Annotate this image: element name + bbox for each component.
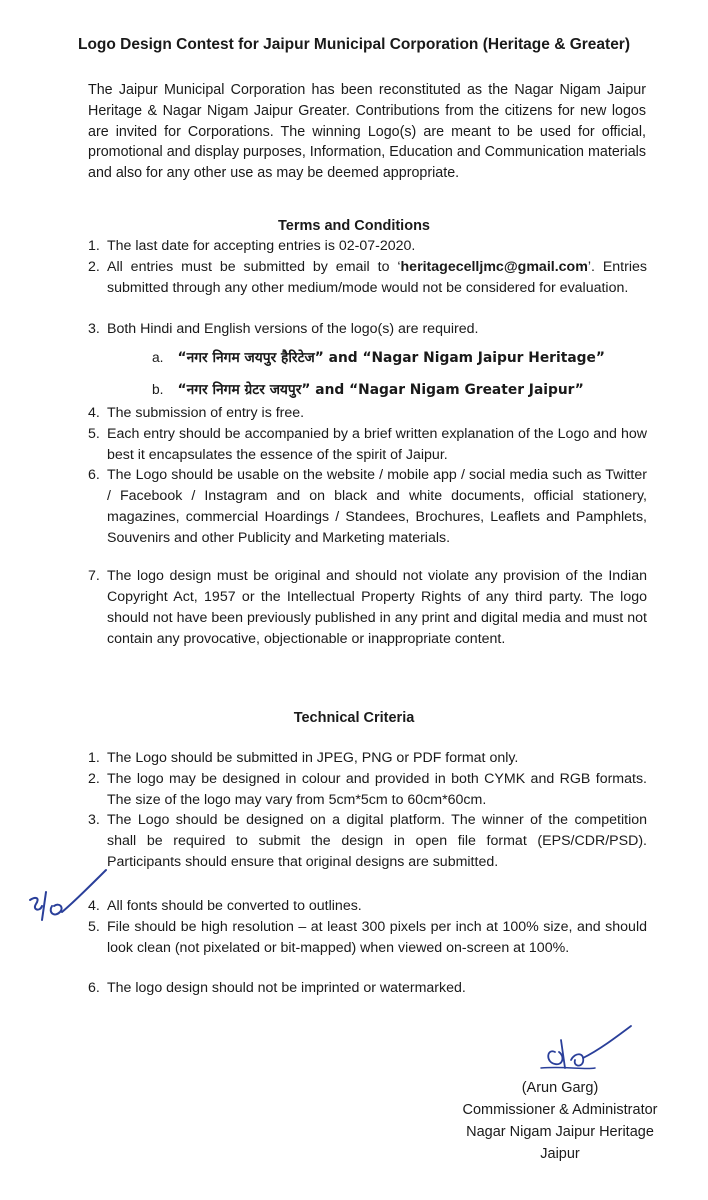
item-number: 2.	[88, 771, 100, 787]
item-number: 7.	[88, 568, 100, 584]
item-text: The logo may be designed in colour and provided in both CYMK and RGB formats. The size of the logo may vary from 5cm*5cm to 60cm*60cm.	[107, 771, 647, 808]
item-text: The logo design must be original and should not violate any provision of the Indian Copyright Act, 1957 or the Intellectual Property Rights of any third party. The logo should not have been previously published in any print and digital media and must not contain any provocative, objectionable or inappropriate content.	[107, 568, 647, 647]
item-number: 6.	[88, 467, 100, 483]
item-number: 5.	[88, 919, 100, 935]
terms-item-4	[88, 403, 647, 424]
item-number: 4.	[88, 405, 100, 421]
signatory-office: Nagar Nigam Jaipur Heritage	[466, 1124, 654, 1140]
intro-paragraph: The Jaipur Municipal Corporation has been reconstituted as the Nagar Nigam Jaipur Heritage & Nagar Nigam Jaipur Greater. Contributions from the citizens for new logos are invited for Corporations. The winning Logo(s) are meant to be used for official, promotional and display purposes, Information, Education and Communication materials and also for any other use as may be deemed appropriate.	[88, 82, 646, 182]
terms-item-7	[88, 566, 647, 650]
technical-item-6	[88, 978, 647, 999]
item-text: Each entry should be accompanied by a brief written explanation of the Logo and how best it encapsulates the essence of the spirit of Jaipur.	[107, 426, 647, 463]
terms-item-1	[88, 236, 647, 257]
item-text: The logo design should not be imprinted or watermarked.	[107, 980, 466, 996]
item-number: 1.	[88, 238, 100, 254]
item-text: The Logo should be usable on the website / mobile app / social media such as Twitter / Facebook / Instagram and on black and white documents, official stationery, magazines, commercial Hoardings / Standees, Brochures, Leaflets and Pamphlets, Souvenirs and other Publicity and Marketing materials.	[107, 467, 647, 546]
terms-heading: Terms and Conditions	[278, 218, 430, 234]
item-text: The Logo should be submitted in JPEG, PNG or PDF format only.	[107, 750, 519, 766]
item-text: The last date for accepting entries is 02-07-2020.	[107, 238, 416, 254]
technical-item-5	[88, 917, 647, 959]
item-number: 3.	[88, 812, 100, 828]
item-number: 3.	[88, 321, 100, 337]
terms-item-5	[88, 424, 647, 466]
technical-item-4	[88, 896, 647, 917]
terms-subitem-b	[152, 380, 652, 399]
subitem-letter: b.	[152, 382, 164, 397]
item-text: All entries must be submitted by email to ‘	[107, 259, 401, 275]
terms-item-3	[88, 319, 647, 340]
item-number: 4.	[88, 898, 100, 914]
technical-item-3	[88, 810, 647, 873]
item-text: File should be high resolution – at least 300 pixels per inch at 100% size, and should look clean (not pixelated or bit-mapped) when viewed on-screen at 100%.	[107, 919, 647, 956]
technical-heading: Technical Criteria	[293, 710, 415, 726]
signature-block	[430, 1077, 690, 1165]
item-number: 2.	[88, 259, 100, 275]
technical-item-2	[88, 769, 647, 811]
item-text: Both Hindi and English versions of the logo(s) are required.	[107, 321, 479, 337]
signatory-designation: Commissioner & Administrator	[462, 1102, 658, 1118]
item-number: 5.	[88, 426, 100, 442]
item-number: 6.	[88, 980, 100, 996]
terms-item-6	[88, 465, 647, 549]
signatory-name: (Arun Garg)	[521, 1080, 599, 1096]
handwritten-signature	[535, 1022, 645, 1082]
signatory-city: Jaipur	[540, 1146, 580, 1162]
subitem-text: “नगर निगम जयपुर हैरिटेज” and “Nagar Nigam Jaipur Heritage”	[177, 350, 605, 366]
technical-item-1	[88, 748, 647, 769]
terms-item-2	[88, 257, 647, 299]
subitem-text: “नगर निगम ग्रेटर जयपुर” and “Nagar Nigam Greater Jaipur”	[177, 382, 584, 398]
item-number: 1.	[88, 750, 100, 766]
terms-subitem-a	[152, 348, 652, 367]
item-text: The Logo should be designed on a digital platform. The winner of the competition shall be required to submit the design in open file format (EPS/CDR/PSD). Participants should ensure that original designs are submitted.	[107, 812, 647, 870]
handwritten-initials	[18, 862, 113, 932]
item-text: ’. Entries submitted through any other medium/mode would not be considered for evaluation.	[107, 259, 647, 296]
document-title: Logo Design Contest for Jaipur Municipal Corporation (Heritage & Greater)	[77, 36, 631, 53]
item-text: The submission of entry is free.	[107, 405, 305, 421]
subitem-letter: a.	[152, 350, 164, 365]
item-text: All fonts should be converted to outlines.	[107, 898, 362, 914]
email-address: heritagecelljmc@gmail.com	[400, 259, 588, 275]
